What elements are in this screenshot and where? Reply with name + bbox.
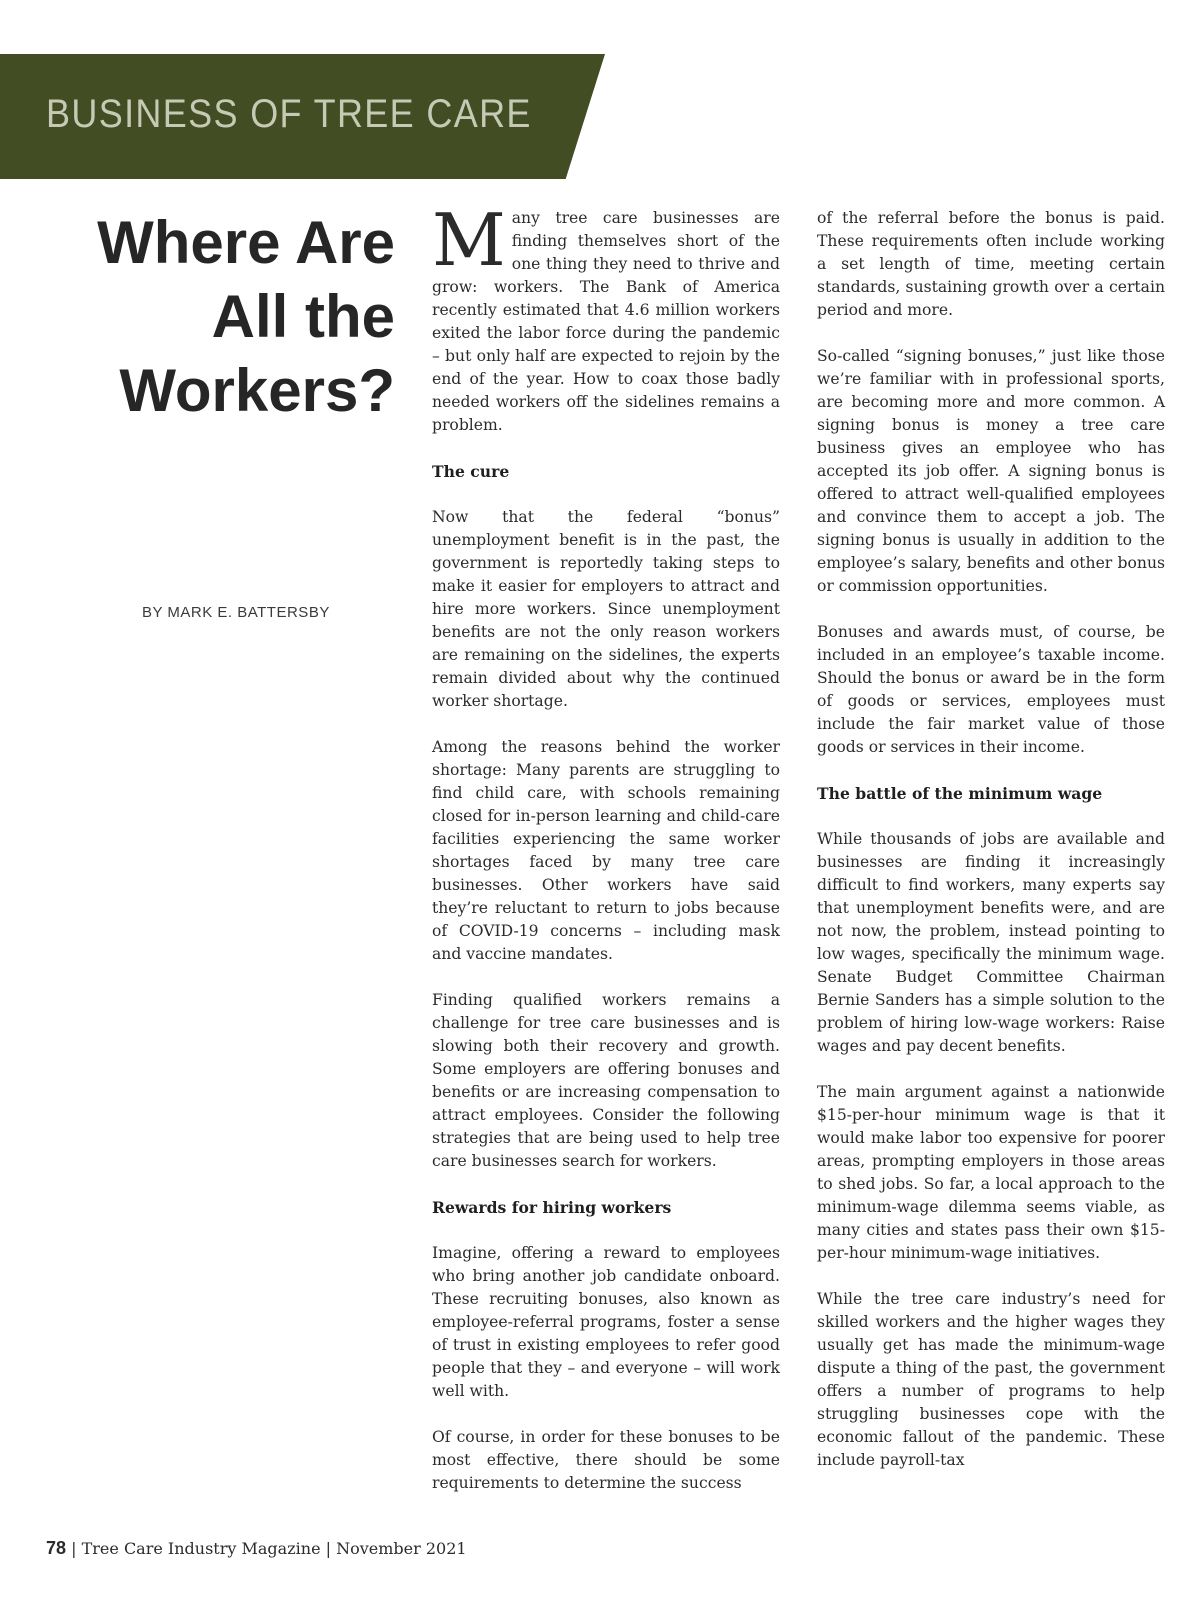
- paragraph: So-called “signing bonuses,” just like those we’re familiar with in professional sports, are becoming more and more common. A signing bonus is money a tree care business gives an employee who has accepted its job offer. A signing bonus is offered to attract well-qualified employees and convince them to accept a job. The signing bonus is usually in addition to the employee’s salary, benefits and other bonus or commission opportunities.: [817, 347, 1165, 595]
- drop-cap: M: [432, 198, 506, 282]
- paragraph: Bonuses and awards must, of course, be included in an employee’s taxable income. Should the bonus or award be in the form of goods or services, employees must include the fair market value of those goods or services in their income.: [817, 623, 1165, 756]
- byline: BY MARK E. BATTERSBY: [142, 604, 330, 621]
- title-line: Workers?: [119, 357, 395, 424]
- paragraph: While the tree care industry’s need for skilled workers and the higher wages they usually get has made the minimum-wage dispute a thing of the past, the government offers a number of programs to help struggling businesses cope with the economic fallout of the pandemic. These include payroll-tax: [817, 1290, 1165, 1469]
- paragraph: Among the reasons behind the worker shortage: Many parents are struggling to find child care, with schools remaining closed for in-person learning and child-care facilities experiencing the same worker shortages faced by many tree care businesses. Other workers have said they’re reluctant to return to jobs because of COVID-19 concerns – including mask and vaccine mandates.: [432, 738, 780, 963]
- paragraph: Imagine, offering a reward to employees who bring another job candidate onboard. These recruiting bonuses, also known as employee-referral programs, foster a sense of trust in existing employees to refer good people that they – and everyone – will work well with.: [432, 1244, 780, 1400]
- subheading: Rewards for hiring workers: [432, 1198, 672, 1217]
- article-column-2: [817, 207, 1165, 1495]
- paragraph-text: any tree care businesses are finding themselves short of the one thing they need to thrive and grow: workers. The Bank of America recently estimated that 4.6 million workers exited the labor force during the pandemic – but only half are expected to rejoin by the end of the year. How to coax those badly needed workers off the sidelines remains a problem.: [432, 209, 780, 434]
- paragraph: Of course, in order for these bonuses to be most effective, there should be some requirements to determine the success: [432, 1428, 780, 1492]
- footer-text: | Tree Care Industry Magazine | November 2021: [66, 1539, 467, 1558]
- title-line: All the: [211, 283, 395, 350]
- article-title: [35, 206, 395, 428]
- page-footer: [46, 1538, 467, 1559]
- paragraph: The main argument against a nationwide $15-per-hour minimum wage is that it would make labor too expensive for poorer areas, prompting employers in those areas to shed jobs. So far, a local approach to the minimum-wage dilemma seems viable, as many cities and states pass their own $15-per-hour minimum-wage initiatives.: [817, 1083, 1165, 1262]
- paragraph: Finding qualified workers remains a challenge for tree care businesses and is slowing both their recovery and growth. Some employers are offering bonuses and benefits or are increasing compensation to attract employees. Consider the following strategies that are being used to help tree care businesses search for workers.: [432, 991, 780, 1170]
- title-line: Where Are: [97, 209, 395, 276]
- page-number: 78: [46, 1538, 67, 1558]
- paragraph: Now that the federal “bonus” unemployment benefit is in the past, the government is reportedly taking steps to make it easier for employers to attract and hire more workers. Since unemployment benefits are not the only reason workers are remaining on the sidelines, the experts remain divided about why the continued worker shortage.: [432, 508, 780, 710]
- paragraph: of the referral before the bonus is paid. These requirements often include working a set length of time, meeting certain standards, sustaining growth over a certain period and more.: [817, 209, 1165, 319]
- paragraph: [432, 198, 780, 437]
- section-label: BUSINESS OF TREE CARE: [46, 92, 532, 136]
- subheading: The cure: [432, 462, 510, 481]
- subheading: The battle of the minimum wage: [817, 784, 1103, 803]
- paragraph: While thousands of jobs are available and businesses are finding it increasingly difficult to find workers, many experts say that unemployment benefits were, and are not now, the problem, instead pointing to low wages, specifically the minimum wage. Senate Budget Committee Chairman Bernie Sanders has a simple solution to the problem of hiring low-wage workers: Raise wages and pay decent benefits.: [817, 830, 1165, 1055]
- article-column-1: [432, 198, 780, 1518]
